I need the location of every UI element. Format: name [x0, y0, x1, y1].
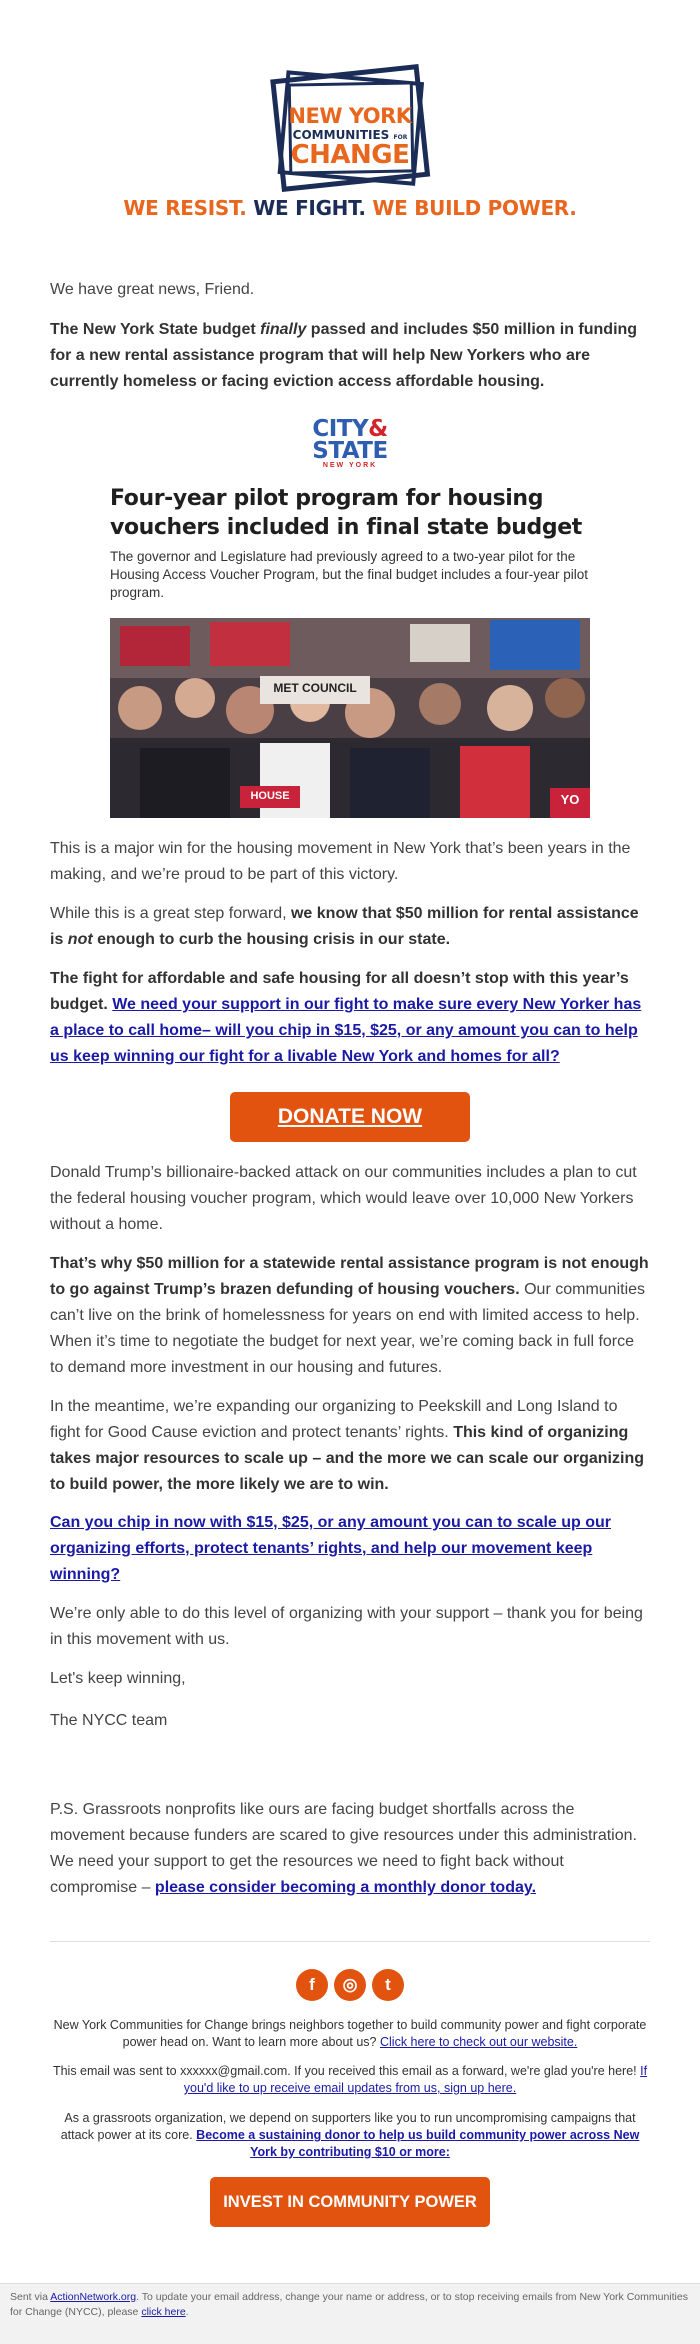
fight-p-bold: The fight for affordable and safe housing for all doesn’t stop with this year’s budget. — [50, 970, 629, 1013]
ps-paragraph — [50, 1797, 650, 1901]
step-p-em: not — [67, 931, 93, 948]
about-body: New York Communities for Change brings neighbors together to build community power and fight corporate power head on. Want to learn more about us? — [53, 2018, 647, 2049]
logo-for: FOR — [393, 134, 408, 141]
step-p-a: While this is a great step forward, — [50, 905, 291, 922]
sustaining-donor-link[interactable]: Become a sustaining donor to help us build community power across New York by contributing $10 or more: — [196, 2128, 640, 2159]
meantime-p-bold: This kind of organizing takes major resources to scale up – and the more we can scale our organizing to build power, the more likely we are to win. — [50, 1424, 644, 1493]
unsubscribe-link[interactable]: click here — [141, 2306, 186, 2318]
why-p-bold: That’s why $50 million for a statewide rental assistance program is not enough to go against Trump’s brazen defunding of housing vouchers. — [50, 1255, 649, 1298]
website-link[interactable]: Click here to check out our website. — [380, 2035, 578, 2049]
meantime-p-a: In the meantime, we’re expanding our organizing to Peekskill and Long Island to fight for Good Cause eviction and protect tenants’ rights. — [50, 1398, 618, 1441]
tagline-fight: WE FIGHT. — [253, 196, 366, 220]
cs-logo-city — [110, 418, 590, 440]
twitter-icon[interactable]: t — [372, 1969, 404, 2001]
footer-divider — [50, 1941, 650, 1942]
sent-to-text — [50, 2063, 650, 2097]
keep-winning: Let's keep winning, — [50, 1670, 186, 1687]
article-headline: Four-year pilot program for housing vouchers included in final state budget — [110, 486, 582, 540]
bottom-rest: . To update your email address, change your name or address, or to stop receiving emails from New York Communities for Change (NYCC), please — [10, 2291, 688, 2318]
rally-photo — [110, 618, 590, 818]
monthly-donor-link[interactable]: please consider becoming a monthly donor today. — [154, 1879, 537, 1896]
win-paragraph: This is a major win for the housing movement in New York that’s been years in the making, and we’re proud to be part of this victory. — [50, 840, 631, 883]
step-paragraph — [50, 901, 650, 953]
budget-paragraph — [50, 317, 650, 395]
invest-button[interactable]: INVEST IN COMMUNITY POWER — [210, 2177, 490, 2227]
chip-in-link[interactable]: Can you chip in now with $15, $25, or any amount you can to scale up our organizing efforts, protect tenants’ rights, and help our movement keep winning? — [50, 1514, 611, 1583]
budget-p-a: The New York State budget — [50, 321, 261, 338]
tagline-resist: WE RESIST. — [123, 196, 247, 220]
donate-now-button[interactable]: DONATE NOW — [230, 1092, 470, 1142]
photo-sign-metcouncil: MET COUNCIL — [273, 681, 357, 695]
article-subhead: The governor and Legislature had previously agreed to a two-year pilot for the Housing Access Voucher Program, but the final budget includes a four-year pilot program. — [110, 549, 589, 600]
about-text — [50, 2017, 650, 2051]
cs-newyork: NEW YORK — [322, 462, 378, 469]
meantime-paragraph — [50, 1394, 650, 1498]
signup-link[interactable]: If you'd like to up receive email updates from us, sign up here. — [183, 2064, 648, 2095]
budget-p-em: finally — [260, 321, 307, 338]
only-paragraph: We’re only able to do this level of organizing with your support – thank you for being in this movement with us. — [50, 1605, 643, 1648]
signature: The NYCC team — [50, 1712, 168, 1729]
tagline-build: WE BUILD POWER. — [372, 196, 577, 220]
cs-state: STATE — [312, 438, 388, 464]
greeting: We have great news, Friend. — [50, 281, 255, 298]
facebook-icon[interactable]: f — [296, 1969, 328, 2001]
photo-sign-house: HOUSE — [250, 790, 290, 802]
donate-ask-link[interactable]: We need your support in our fight to make sure every New Yorker has a place to call home– will you chip in $15, $25, or any amount you can to help us keep winning our fight for a livable New York and homes for all? — [50, 996, 642, 1065]
logo-text-change: CHANGE — [290, 140, 410, 170]
cs-city: CITY — [312, 416, 369, 442]
sent-to-body: This email was sent to xxxxxx@gmail.com. If you received this email as a forward, we're glad you're here! — [52, 2064, 641, 2078]
why-paragraph — [50, 1251, 650, 1381]
chip-paragraph — [50, 1510, 650, 1588]
instagram-icon[interactable]: ◎ — [334, 1969, 366, 2001]
tagline — [0, 196, 700, 220]
rally-photo-graphic — [110, 618, 590, 818]
article-screenshot[interactable] — [110, 418, 590, 818]
actionnetwork-link[interactable]: ActionNetwork.org — [50, 2291, 137, 2303]
sent-via: Sent via — [10, 2291, 51, 2303]
bottom-period: . — [185, 2306, 189, 2318]
why-p-rest: Our communities can’t live on the brink of homelessness for years on end with limited access to help. When it’s time to negotiate the budget for next year, we’re coming back in full force to demand more investment in our housing and futures. — [50, 1281, 646, 1376]
budget-p-b: passed and includes $50 million in funding for a new rental assistance program that will help New Yorkers who are currently homeless or facing eviction access affordable housing. — [50, 321, 638, 390]
cs-amp: & — [368, 416, 388, 442]
logo-communities: COMMUNITIES — [292, 128, 390, 142]
grassroots-text — [50, 2110, 650, 2161]
photo-sign-yo: YO — [560, 792, 580, 807]
ps-text: P.S. Grassroots nonprofits like ours are facing budget shortfalls across the movement because funders are scared to give resources under this administration. We need your support to get the resources we need to fight back without compromise – — [50, 1801, 637, 1896]
nycc-logo — [0, 64, 700, 194]
step-p-b: we know that $50 million for rental assistance is — [50, 905, 639, 948]
grassroots-body: As a grassroots organization, we depend on supporters like you to run uncompromising campaigns that attack power at its core. — [60, 2111, 636, 2142]
fight-paragraph — [50, 966, 650, 1070]
unsubscribe-text — [10, 2290, 690, 2320]
city-state-logo — [110, 418, 590, 469]
logo-text-ny: NEW YORK — [288, 104, 412, 128]
step-p-c: enough to curb the housing crisis in our state. — [92, 931, 451, 948]
trump-paragraph: Donald Trump’s billionaire-backed attack on our communities includes a plan to cut the federal housing voucher program, which would leave over 10,000 New Yorkers without a home. — [50, 1164, 637, 1233]
